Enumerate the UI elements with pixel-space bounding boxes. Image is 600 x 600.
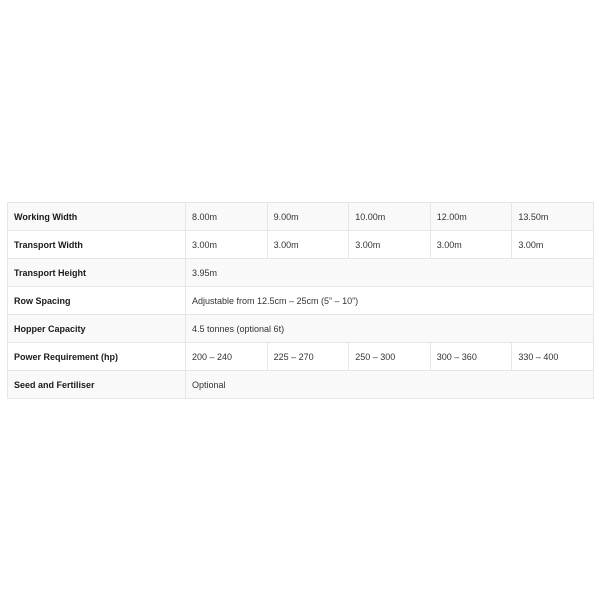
table-cell: 8.00m [186,203,268,231]
table-cell: 250 – 300 [349,343,431,371]
row-label: Row Spacing [8,287,186,315]
row-label: Hopper Capacity [8,315,186,343]
table-cell: 3.00m [267,231,349,259]
table-cell: Adjustable from 12.5cm – 25cm (5” – 10”) [186,287,594,315]
table-cell: 3.00m [349,231,431,259]
table-cell: 12.00m [430,203,512,231]
table-cell: 225 – 270 [267,343,349,371]
spec-table [7,202,594,399]
row-label: Seed and Fertiliser [8,371,186,399]
table-cell: 3.00m [186,231,268,259]
table-cell: 3.00m [430,231,512,259]
row-label: Transport Height [8,259,186,287]
table-cell: 9.00m [267,203,349,231]
table-cell: 10.00m [349,203,431,231]
table-row [8,371,594,399]
row-label: Working Width [8,203,186,231]
table-cell: 3.00m [512,231,594,259]
table-cell: 300 – 360 [430,343,512,371]
table-cell: 330 – 400 [512,343,594,371]
table-cell: 4.5 tonnes (optional 6t) [186,315,594,343]
table-cell: 200 – 240 [186,343,268,371]
row-label: Power Requirement (hp) [8,343,186,371]
table-row [8,203,594,231]
table-row [8,343,594,371]
table-row [8,315,594,343]
table-cell: 13.50m [512,203,594,231]
table-cell: 3.95m [186,259,594,287]
table-row [8,259,594,287]
table-cell: Optional [186,371,594,399]
table-row [8,287,594,315]
table-row [8,231,594,259]
row-label: Transport Width [8,231,186,259]
